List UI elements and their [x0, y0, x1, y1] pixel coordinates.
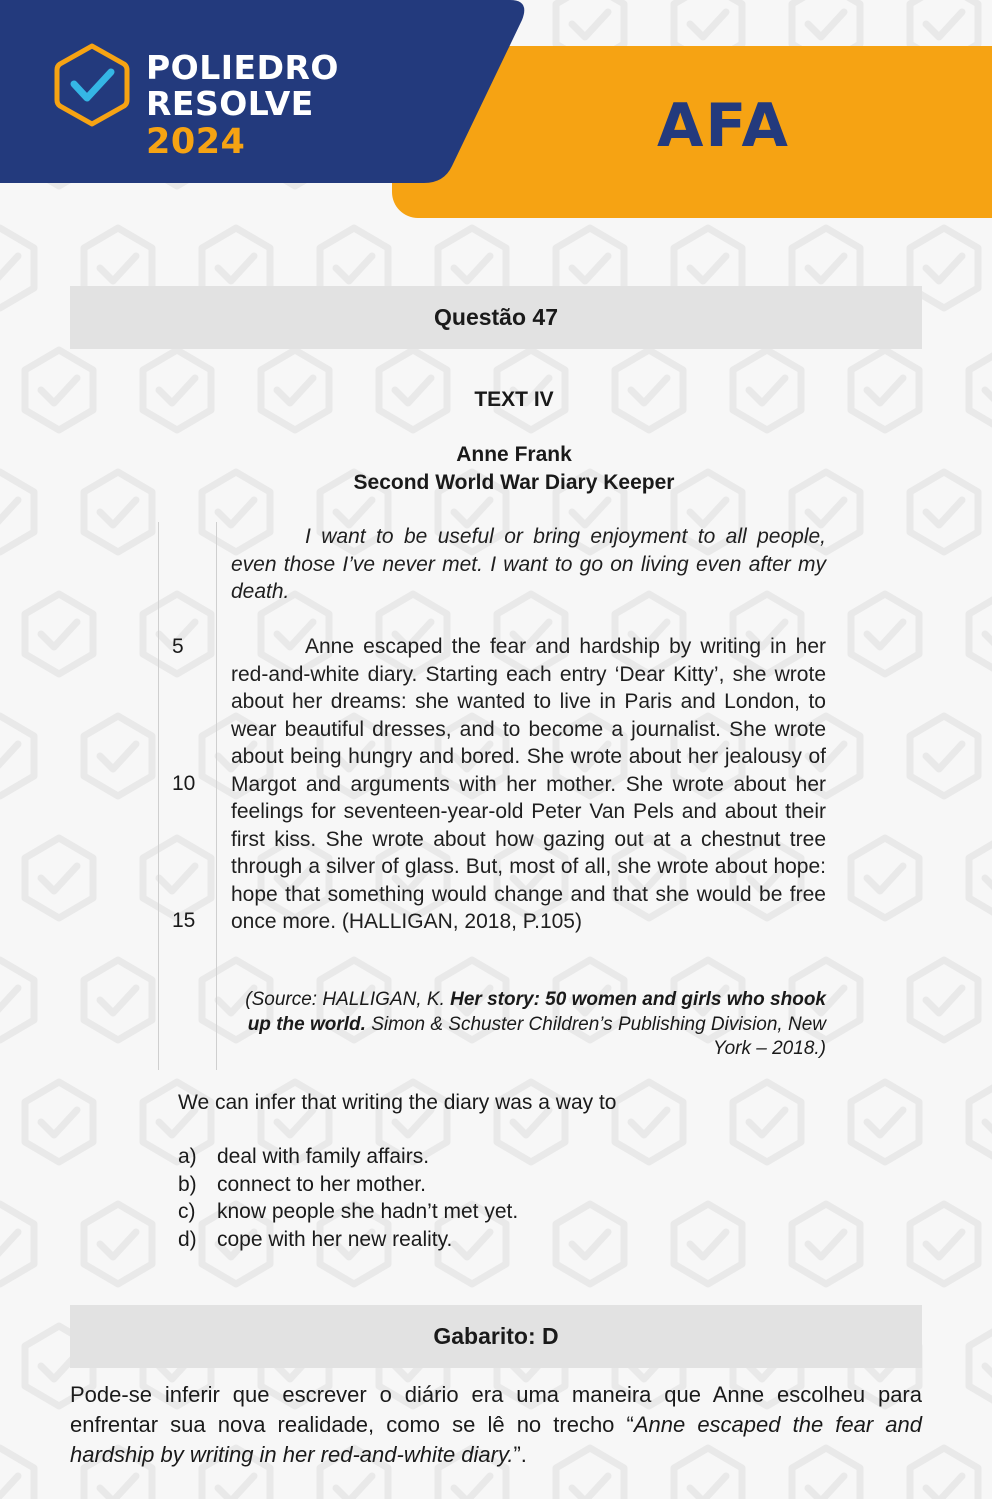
- brand-name-line1: POLIEDRO: [146, 48, 339, 87]
- option-d: [178, 1226, 452, 1254]
- option-letter: c): [178, 1200, 196, 1223]
- answer-key-bar: [70, 1305, 922, 1368]
- option-b: [178, 1171, 426, 1199]
- explanation-text: Pode-se inferir que escrever o diário era uma maneira que Anne escolheu para enfrentar sua nova realidade, como se lê no trecho “: [70, 1382, 922, 1437]
- source-book-title: Her story: 50 women and girls who shook up the world.: [247, 989, 826, 1035]
- article-subtitle: Second World War Diary Keeper: [353, 471, 675, 494]
- watermark-check-icon: [969, 594, 992, 674]
- watermark-check-icon: [733, 1082, 801, 1162]
- text-label: TEXT IV: [474, 388, 554, 411]
- article-title: Anne Frank: [456, 443, 572, 466]
- line-number: 15: [172, 909, 196, 932]
- explanation-closing: ”.: [513, 1442, 527, 1467]
- watermark-check-icon: [910, 716, 978, 796]
- source-prefix: (Source: HALLIGAN, K.: [245, 989, 451, 1010]
- watermark-check-icon: [0, 716, 34, 796]
- watermark-check-icon: [792, 1204, 860, 1284]
- brand-year: 2024: [146, 122, 246, 162]
- option-text: connect to her mother.: [217, 1173, 426, 1196]
- brand-name-line2: RESOLVE: [146, 84, 314, 123]
- watermark-check-icon: [84, 1204, 152, 1284]
- watermark-check-icon: [25, 1082, 93, 1162]
- watermark-check-icon: [556, 1204, 624, 1284]
- option-letter: b): [178, 1173, 197, 1196]
- epigraph-quote: I want to be useful or bring enjoyment to all people, even those I’ve never met. I want to go on living even after my death.: [231, 525, 826, 603]
- option-text: cope with her new reality.: [217, 1228, 453, 1251]
- watermark-check-icon: [969, 1326, 992, 1406]
- explanation-quote: Anne escaped the fear and hardship by writing in her red-and-white diary.: [70, 1412, 922, 1467]
- watermark-check-icon: [969, 1082, 992, 1162]
- watermark-check-icon: [0, 472, 34, 552]
- option-text: know people she hadn’t met yet.: [217, 1200, 519, 1223]
- watermark-check-icon: [851, 838, 919, 918]
- passage-body: Anne escaped the fear and hardship by writing in her red-and-white diary. Starting each entry ‘Dear Kitty’, she wrote about her dreams: she wanted to live in Paris and London, to wear beautiful dresses, and to become a journalist. She wrote about being hungry and bored. She wrote about her jealousy of Margot and arguments with her mother. She wrote about her feelings for seventeen-year-old Peter Van Pels and about their first kiss. She wrote about how gazing out at a chestnut tree through a silver of glass. But, most of all, she wrote about hope: hope that something would change and that she would be free once more. (HALLIGAN, 2018, P.105): [231, 635, 826, 933]
- source-suffix: Simon & Schuster Children’s Publishing Division, New York – 2018.): [365, 1013, 826, 1059]
- option-letter: d): [178, 1228, 197, 1251]
- option-letter: a): [178, 1145, 197, 1168]
- watermark-check-icon: [0, 1204, 34, 1284]
- watermark-check-icon: [851, 1082, 919, 1162]
- watermark-check-icon: [25, 594, 93, 674]
- watermark-check-icon: [851, 594, 919, 674]
- watermark-check-icon: [0, 1448, 34, 1499]
- watermark-check-icon: [84, 716, 152, 796]
- line-number: 10: [172, 772, 196, 795]
- watermark-check-icon: [674, 1204, 742, 1284]
- check-hexagon-icon: [54, 42, 130, 128]
- watermark-check-icon: [910, 960, 978, 1040]
- watermark-check-icon: [143, 838, 211, 918]
- option-text: deal with family affairs.: [217, 1145, 430, 1168]
- watermark-check-icon: [910, 1204, 978, 1284]
- answer-key-title: Gabarito: D: [433, 1323, 559, 1349]
- option-c: [178, 1198, 518, 1226]
- watermark-check-icon: [25, 838, 93, 918]
- line-number-gutter-left-border: [158, 522, 159, 1070]
- watermark-check-icon: [84, 960, 152, 1040]
- watermark-check-icon: [969, 838, 992, 918]
- watermark-check-icon: [969, 350, 992, 430]
- watermark-check-icon: [0, 228, 34, 308]
- question-title: Questão 47: [434, 304, 558, 330]
- source-citation: [231, 988, 826, 1062]
- question-stem: We can infer that writing the diary was a way to: [178, 1091, 617, 1114]
- answer-explanation: [70, 1380, 922, 1470]
- line-number-gutter-right-border: [216, 522, 217, 1070]
- question-title-bar: [70, 286, 922, 349]
- exam-name: AFA: [657, 91, 790, 161]
- watermark-check-icon: [615, 1082, 683, 1162]
- line-number: 5: [172, 635, 184, 658]
- option-a: [178, 1143, 429, 1171]
- watermark-check-icon: [0, 960, 34, 1040]
